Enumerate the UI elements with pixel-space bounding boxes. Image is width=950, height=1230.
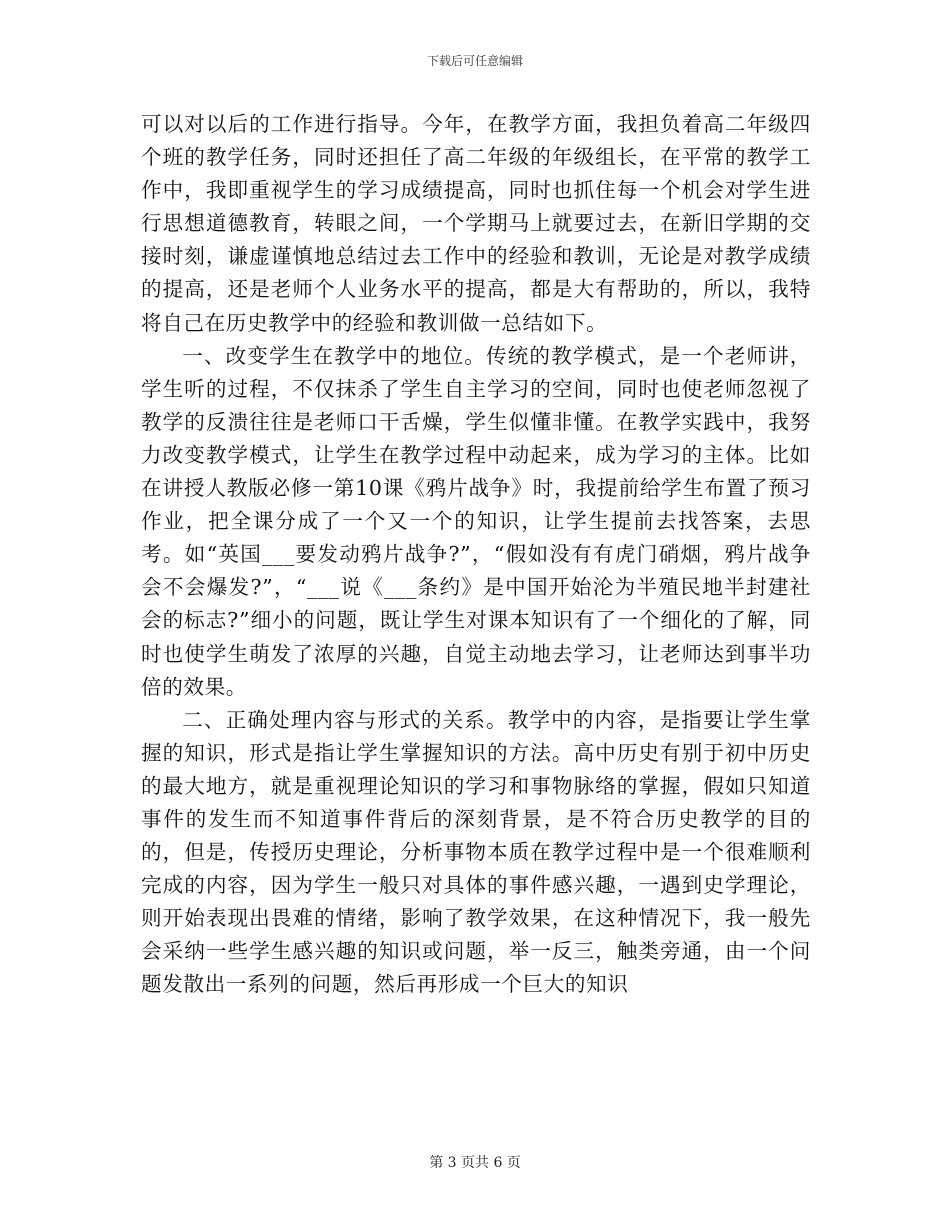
page-header: 下载后可任意编辑 [426,54,523,68]
paragraph-point-two: 二、正确处理内容与形式的关系。教学中的内容，是指要让学生掌握的知识，形式是指让学生掌握知识的方法。高中历史有别于初中历史的最大地方，就是重视理论知识的学习和事物脉络的掌握，假如只知道事件的发生而不知道事件背后的深刻背景，是不符合历史教学的目的的，但是，传授历史理论，分析事物本质在教学过程中是一个很难顺利完成的内容，因为学生一般只对具体的事件感兴趣，一遇到史学理论，则开始表现出畏难的情绪，影响了教学效果，在这种情况下，我一般先会采纳一些学生感兴趣的知识或问题，举一反三，触类旁通，由一个问题发散出一系列的问题，然后再形成一个巨大的知识 [141,707,811,997]
page-number: 第 3 页共 6 页 [429,1155,521,1171]
paragraph-point-one: 一、改变学生在教学中的地位。传统的教学模式，是一个老师讲，学生听的过程，不仅抹杀了学生自主学习的空间，同时也使老师忽视了教学的反溃往往是老师口干舌燥，学生似懂非懂。在教学实践中，我努力改变教学模式，让学生在教学过程中动起来，成为学习的主体。比如在讲授人教版必修一第10课《鸦片战争》时，我提前给学生布置了预习作业，把全课分成了一个又一个的知识，让学生提前去找答案，去思考。如“英国___要发动鸦片战争?”，“假如没有有虎门硝烟，鸦片战争会不会爆发?”，“___说《___条约》是中国开始沦为半殖民地半封建社会的标志?”细小的问题，既让学生对课本知识有了一个细化的了解，同时也使学生萌发了浓厚的兴趣，自觉主动地去学习，让老师达到事半功倍的效果。 [141,343,811,699]
paragraph-continuation: 可以对以后的工作进行指导。今年，在教学方面，我担负着高二年级四个班的教学任务，同时还担任了高二年级的年级组长，在平常的教学工作中，我即重视学生的学习成绩提高，同时也抓住每一个机会对学生进行思想道德教育，转眼之间，一个学期马上就要过去，在新旧学期的交接时刻，谦虚谨慎地总结过去工作中的经验和教训，无论是对教学成绩的提高，还是老师个人业务水平的提高，都是大有帮助的，所以，我特将自己在历史教学中的经验和教训做一总结如下。 [141,112,811,335]
document-body [141,108,811,1002]
